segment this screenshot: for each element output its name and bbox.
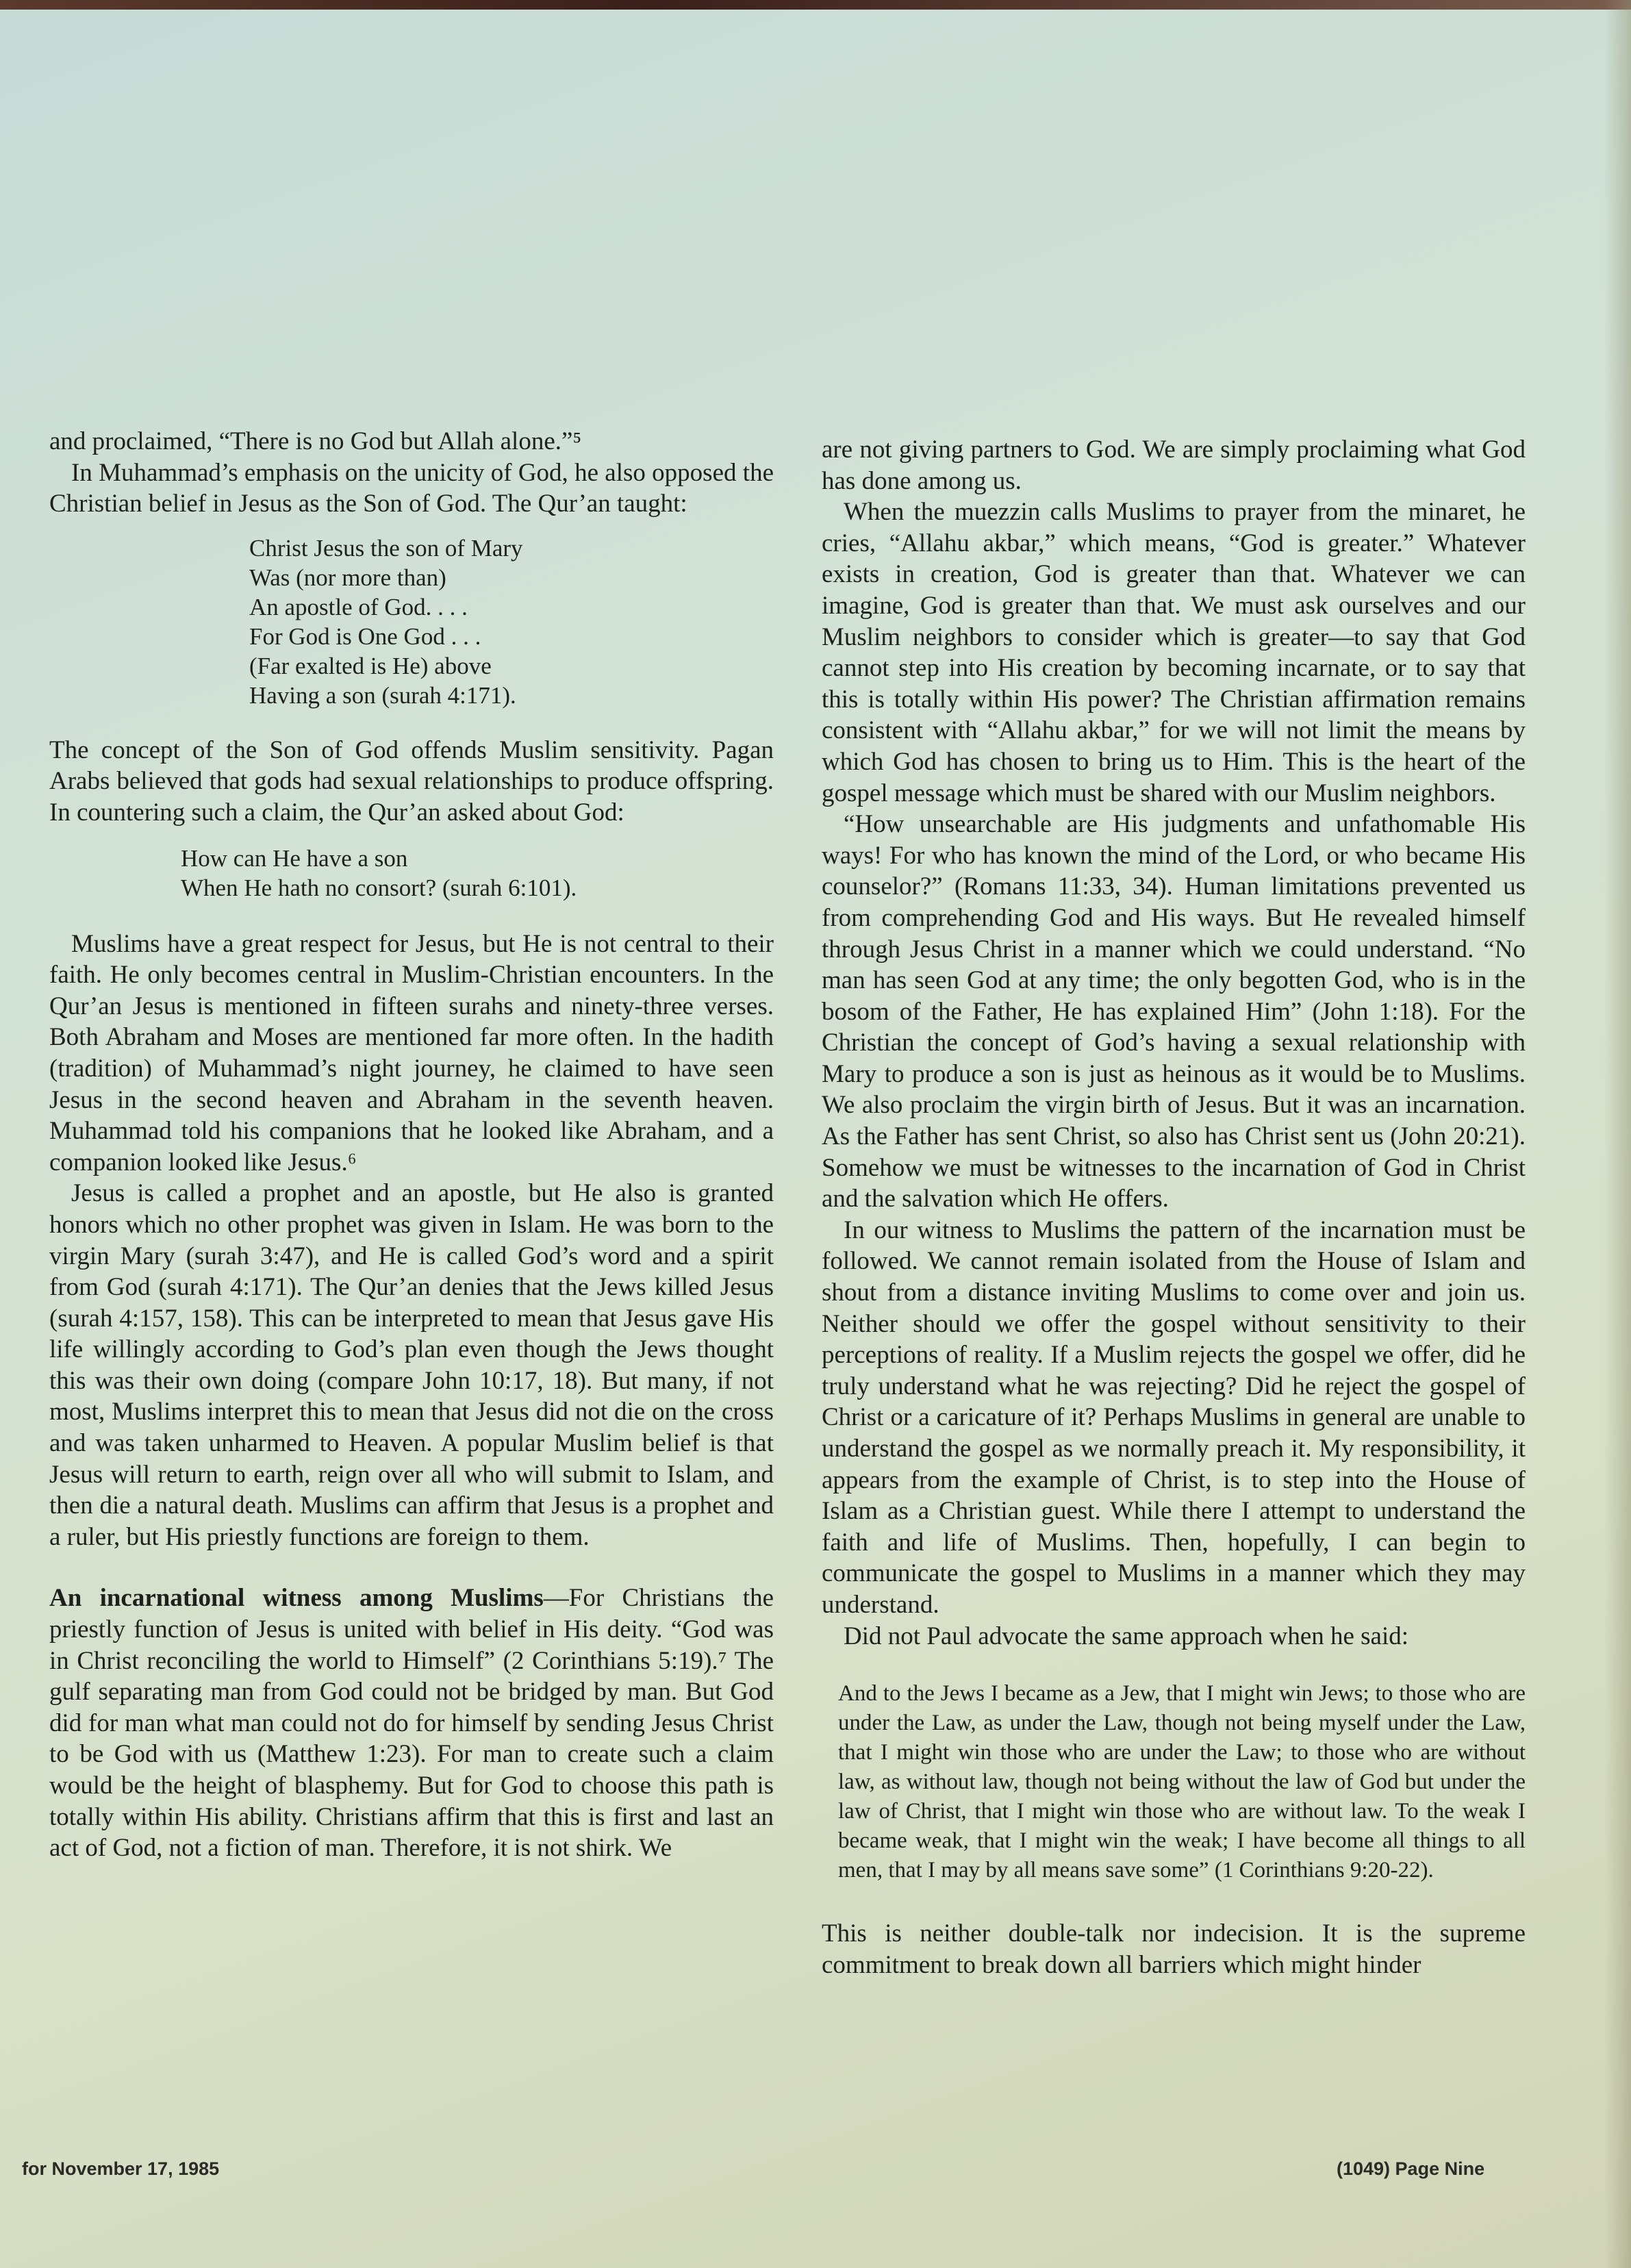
left-paragraph-1: and proclaimed, “There is no God but Allah alone.”⁵ (49, 427, 582, 455)
quran-verse-surah-6-101: How can He have a son When He hath no consort? (surah 6:101). (181, 844, 577, 901)
section-gap (49, 1552, 774, 1583)
left-paragraph-2: In Muhammad’s emphasis on the unicity of God, he also opposed the Christian belief in Jesus as the Son of God. The Qur’an taught: (49, 458, 774, 518)
right-paragraph-3: “How unsearchable are His judgments and unfathomable His ways! For who has known the mind of the Lord, or who became His counselor?” (Romans 11:33, 34). Human limitations prevented us from comprehending God and His ways. But He revealed himself through Jesus Christ in a manner which we could understand. “No man has seen God at any time; the only begotten God, who is in the bosom of the Father, He has explained Him” (John 1:18). For the Christian the concept of God’s having a sexual relationship with Mary to produce a son is just as heinous as it would be to Muslims. We also proclaim the virgin birth of Jesus. But it was an incarnation. As the Father has sent Christ, so also has Christ sent us (John 20:21). Somehow we must be witnesses to the incarnation of God in Christ and the salvation which He offers. (822, 810, 1526, 1213)
right-paragraph-1: are not giving partners to God. We are simply proclaiming what God has done among us. (822, 436, 1526, 495)
left-paragraph-3: The concept of the Son of God offends Muslim sensitivity. Pagan Arabs believed that gods had sexual relationships to produce offspring. In countering such a claim, the Qur’an asked about God: (49, 735, 774, 827)
left-paragraph-5: Jesus is called a prophet and an apostle, but He also is granted honors which no other prophet was given in Islam. He was born to the virgin Mary (surah 3:47), and He is called God’s word and a spirit from God (surah 4:171). The Qur’an denies that the Jews killed Jesus (surah 4:157, 158). This can be interpreted to mean that Jesus gave His life willingly according to God’s plan even though the Jews thought this was their own doing (compare John 10:17, 18). But many, if not most, Muslims interpret this to mean that Jesus did not die on the cross and was taken unharmed to Heaven. A popular Muslim belief is that Jesus will return to earth, reign over all who will submit to Islam, and then die a natural death. Muslims can affirm that Jesus is a prophet and a ruler, but His priestly functions are foreign to them. (49, 1179, 774, 1551)
right-paragraph-2: When the muezzin calls Muslims to prayer from the minaret, he cries, “Allahu akbar,” which means, “God is greater.” Whatever exists in creation, God is greater than that. Whatever we can imagine, God is greater than that. We must ask ourselves and our Muslim neighbors to consider which is greater—to say that God cannot step into His creation by becoming incarnate, or to say that this is totally within His power? The Christian affirmation remains consistent with “Allahu akbar,” for we will not limit the means by which God has chosen to bring us to Him. This is the heart of the gospel message which must be shared with our Muslim neighbors. (822, 498, 1526, 807)
page-top-edge (0, 0, 1631, 10)
left-paragraph-4: Muslims have a great respect for Jesus, but He is not central to their faith. He only becomes central in Muslim-Christian encounters. In the Qur’an Jesus is mentioned in fifteen surahs and ninety-three verses. Both Abraham and Moses are mentioned far more often. In the hadith (tradition) of Muhammad’s night journey, he claimed to have seen Jesus in the second heaven and Abraham in the seventh heaven. Muhammad told his companions that he looked like Abraham, and a companion looked like Jesus.⁶ (49, 929, 774, 1176)
page-right-edge-shadow (1604, 0, 1631, 2268)
left-column (49, 426, 774, 1864)
section-body: —For Christians the priestly function of Jesus is united with belief in His deity. “God was in Christ reconciling the world to Himself” (2 Corinthians 5:19).⁷ The gulf separating man from God could not be bridged by man. But God did for man what man could not do for himself by sending Jesus Christ to be God with us (Matthew 1:23). For man to create such a claim would be the height of blasphemy. But for God to choose this path is totally within His ability. Christians affirm that this is first and last an act of God, not a fiction of man. Therefore, it is not shirk. We (49, 1584, 774, 1863)
right-paragraph-4: In our witness to Muslims the pattern of the incarnation must be followed. We cannot remain isolated from the House of Islam and shout from a distance inviting Muslims to come over and join us. Neither should we offer the gospel without sensitivity to their perceptions of reality. If a Muslim rejects the gospel we offer, did he truly understand what he was rejecting? Did he reject the gospel of Christ or a caricature of it? Perhaps Muslims in general are unable to understand the gospel as we normally preach it. My responsibility, it appears from the example of Christ, is to step into the House of Islam as a Christian guest. While there I attempt to understand the faith and life of Muslims. Then, hopefully, I can begin to communicate the gospel to Muslims in a manner which they may understand. (822, 1215, 1526, 1619)
right-column (822, 434, 1526, 1980)
right-paragraph-6: This is neither double-talk nor indecision. It is the supreme commitment to break down all barriers which might hinder (822, 1919, 1526, 1979)
footer-date: for November 17, 1985 (22, 2158, 220, 2179)
right-paragraph-5: Did not Paul advocate the same approach when he said: (844, 1622, 1409, 1650)
left-paragraph-6 (49, 1583, 774, 1863)
footer-page-number: (1049) Page Nine (1337, 2158, 1485, 2179)
block-quote-1-corinthians: And to the Jews I became as a Jew, that I might win Jews; to those who are under the Law, as under the Law, though not being myself under the Law, that I might win those who are under the Law; to those who are without law, as without law, though not being without the law of God but under the law of Christ, that I might win those who are without law. To the weak I became weak, that I might win the weak; I have become all things to all men, that I may by all means save some” (1 Corinthians 9:20-22). (838, 1681, 1526, 1883)
quran-verse-surah-4-171: Christ Jesus the son of Mary Was (nor more than) An apostle of God. . . . For God is One God . . . (Far exalted is He) above Having a son (surah 4:171). (249, 534, 523, 709)
section-heading: An incarnational witness among Muslims (49, 1584, 544, 1613)
